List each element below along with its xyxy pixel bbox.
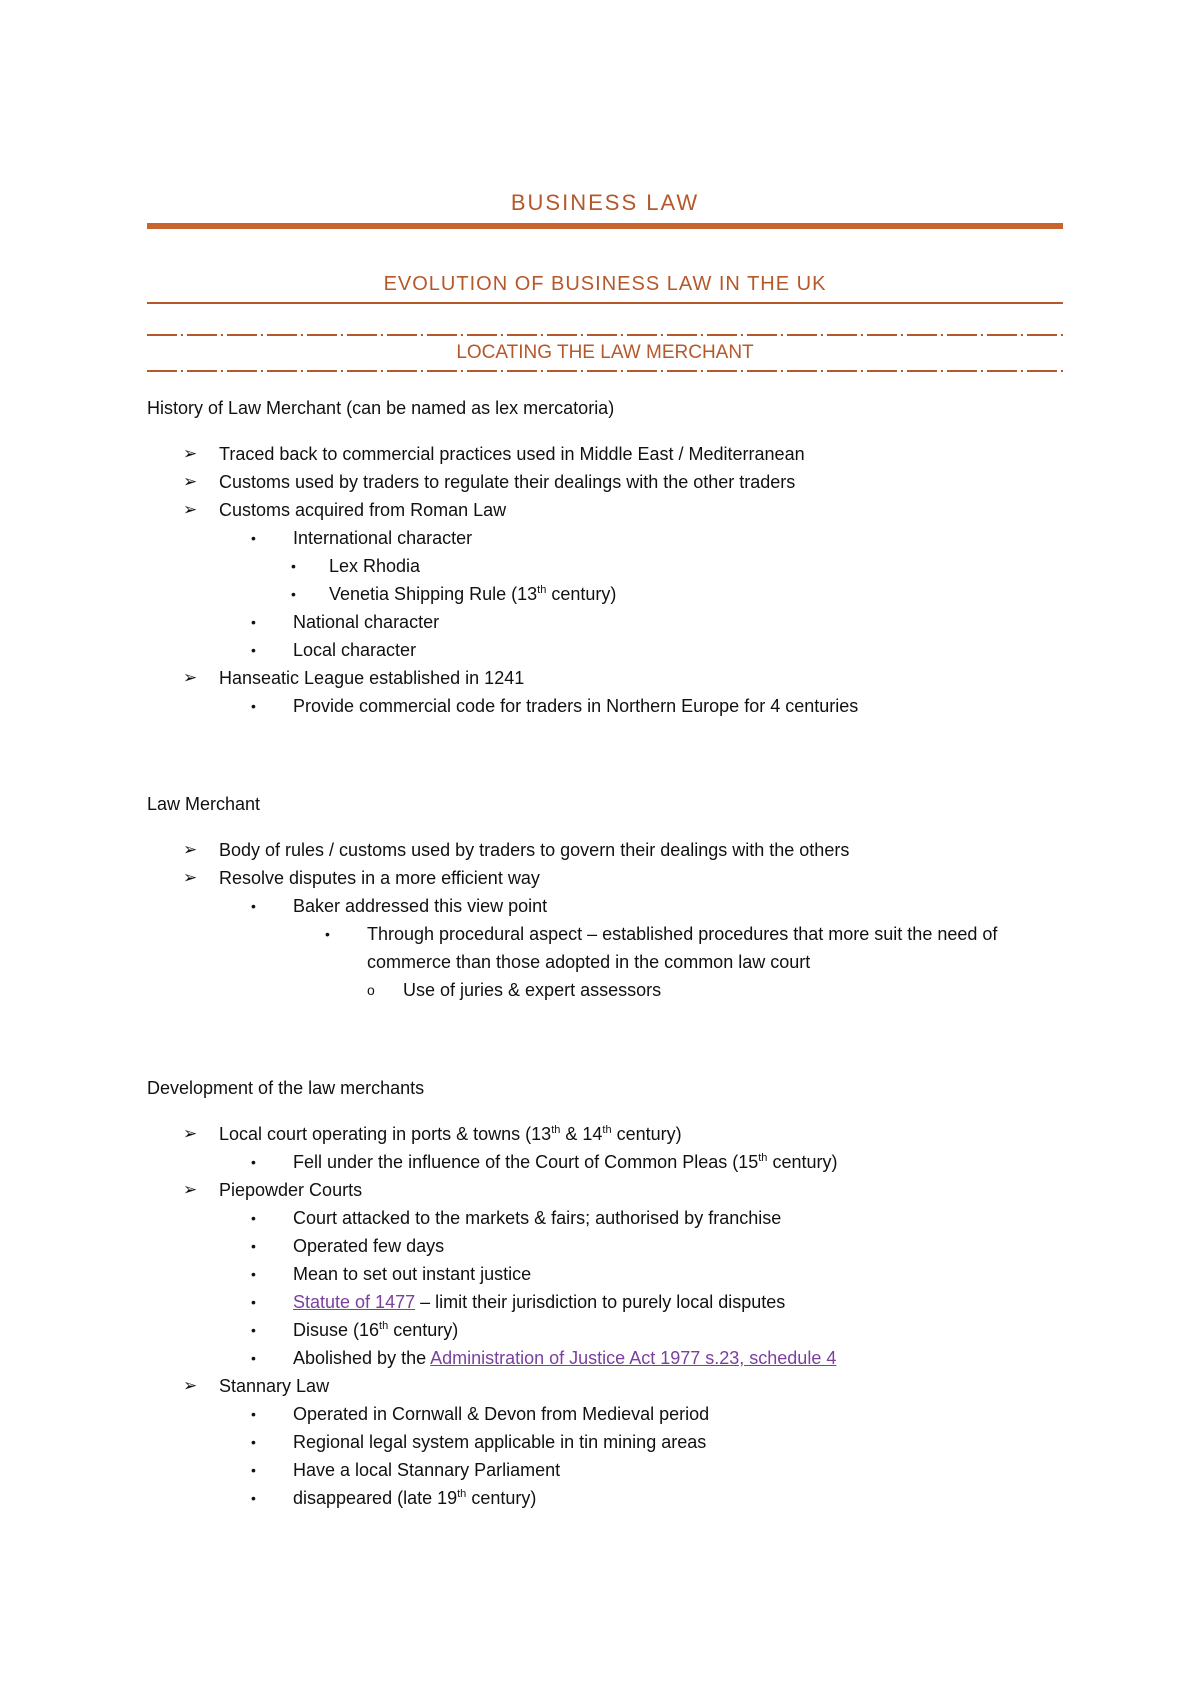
dot-bullet-icon: • xyxy=(251,1322,256,1338)
title-rule xyxy=(147,223,1063,229)
dot-bullet-icon: • xyxy=(251,1350,256,1366)
list-item-text: International character xyxy=(293,528,473,548)
list-item-text: Piepowder Courts xyxy=(219,1180,363,1200)
list-item xyxy=(147,1204,1067,1232)
subtitle-rule xyxy=(147,302,1063,304)
dot-bullet-icon: • xyxy=(251,1210,256,1226)
dot-bullet-icon: • xyxy=(251,1462,256,1478)
list-item-text: Abolished by the xyxy=(293,1348,431,1368)
list-item-text: Local character xyxy=(293,640,417,660)
list-item-text: Provide commercial code for traders in Northern Europe for 4 centuries xyxy=(293,696,859,716)
list-item xyxy=(147,524,1067,552)
dot-bullet-icon: • xyxy=(251,698,256,714)
list-item-text: Hanseatic League established in 1241 xyxy=(219,668,525,688)
list-item-text: Regional legal system applicable in tin mining areas xyxy=(293,1432,707,1452)
arrow-bullet-icon: ➢ xyxy=(183,840,198,859)
list-item xyxy=(147,1288,1067,1316)
list-item-text: Operated in Cornwall & Devon from Medieval period xyxy=(293,1404,710,1424)
dot-bullet-icon: • xyxy=(251,642,256,658)
arrow-bullet-icon: ➢ xyxy=(183,868,198,887)
list-item xyxy=(147,1120,1067,1148)
act-link[interactable]: Administration of Justice Act 1977 s.23, schedule 4 xyxy=(430,1348,837,1368)
document-subtitle: EVOLUTION OF BUSINESS LAW IN THE UK xyxy=(383,273,827,295)
dot-bullet-icon: • xyxy=(251,1238,256,1254)
document-body xyxy=(147,396,1067,1512)
list-item-text: disappeared (late 19th century) xyxy=(293,1488,537,1508)
list-item-text: Stannary Law xyxy=(219,1376,330,1396)
group-title: Law Merchant xyxy=(147,794,261,814)
list-item xyxy=(147,636,1067,664)
group-title: Development of the law merchants xyxy=(147,1078,425,1098)
list-item-text: Customs used by traders to regulate their dealings with the other traders xyxy=(219,472,796,492)
list-item xyxy=(147,440,1067,468)
arrow-bullet-icon: ➢ xyxy=(183,668,198,687)
dot-bullet-icon: • xyxy=(251,898,256,914)
dot-bullet-icon: • xyxy=(325,926,330,942)
list-item xyxy=(147,892,1067,920)
list-item-text: Mean to set out instant justice xyxy=(293,1264,532,1284)
dot-bullet-icon: • xyxy=(251,1154,256,1170)
list-item xyxy=(147,864,1067,892)
list-item xyxy=(147,1456,1067,1484)
section-spacer xyxy=(147,720,1067,792)
list-item-text: Disuse (16th century) xyxy=(293,1320,459,1340)
list-item-text: Court attacked to the markets & fairs; authorised by franchise xyxy=(293,1208,782,1228)
list-item xyxy=(147,692,1067,720)
arrow-bullet-icon: ➢ xyxy=(183,1376,198,1395)
list-item-text: Use of juries & expert assessors xyxy=(403,980,662,1000)
list-item-text: Fell under the influence of the Court of Common Pleas (15th century) xyxy=(293,1152,838,1172)
list-item xyxy=(147,1344,1067,1372)
list-item xyxy=(147,552,1067,580)
document-title: BUSINESS LAW xyxy=(510,190,700,215)
list-item xyxy=(147,976,1067,1004)
section-rule-bottom xyxy=(147,370,1063,372)
circle-bullet-icon: o xyxy=(367,982,375,998)
list-item-text: Have a local Stannary Parliament xyxy=(293,1460,561,1480)
dot-bullet-icon: • xyxy=(251,1434,256,1450)
list-item-text: Traced back to commercial practices used in Middle East / Mediterranean xyxy=(219,444,805,464)
list-item xyxy=(147,1232,1067,1260)
list-item-text: Operated few days xyxy=(293,1236,445,1256)
list-item xyxy=(147,664,1067,692)
list-item-text: Customs acquired from Roman Law xyxy=(219,500,507,520)
list-item-text: Through procedural aspect – established procedures that more suit the need of commerce than those adopted in the common law court xyxy=(367,924,998,972)
list-item-text: National character xyxy=(293,612,440,632)
section-heading: LOCATING THE LAW MERCHANT xyxy=(456,342,754,363)
list-item-text: Local court operating in ports & towns (13th & 14th century) xyxy=(219,1124,682,1144)
list-item-text: Lex Rhodia xyxy=(329,556,421,576)
statute-link[interactable]: Statute of 1477 xyxy=(293,1292,416,1312)
list-item xyxy=(147,1260,1067,1288)
arrow-bullet-icon: ➢ xyxy=(183,1180,198,1199)
arrow-bullet-icon: ➢ xyxy=(183,444,198,463)
dot-bullet-icon: • xyxy=(251,614,256,630)
list-item xyxy=(147,608,1067,636)
dot-bullet-icon: • xyxy=(251,1406,256,1422)
list-item xyxy=(147,1176,1067,1204)
list-item-text: – limit their jurisdiction to purely local disputes xyxy=(415,1292,786,1312)
list-item xyxy=(147,580,1067,608)
list-item-text: Venetia Shipping Rule (13th century) xyxy=(329,584,617,604)
section-spacer xyxy=(147,1004,1067,1076)
group-title: History of Law Merchant (can be named as lex mercatoria) xyxy=(147,398,615,418)
dot-bullet-icon: • xyxy=(291,586,296,602)
arrow-bullet-icon: ➢ xyxy=(183,472,198,491)
list-item xyxy=(147,1148,1067,1176)
arrow-bullet-icon: ➢ xyxy=(183,1124,198,1143)
list-item xyxy=(147,920,1067,976)
list-item xyxy=(147,1316,1067,1344)
list-item-text: Resolve disputes in a more efficient way xyxy=(219,868,540,888)
list-item-text: Body of rules / customs used by traders to govern their dealings with the others xyxy=(219,840,850,860)
list-item xyxy=(147,468,1067,496)
list-item xyxy=(147,836,1067,864)
dot-bullet-icon: • xyxy=(251,1294,256,1310)
list-item xyxy=(147,1428,1067,1456)
dot-bullet-icon: • xyxy=(251,530,256,546)
dot-bullet-icon: • xyxy=(251,1266,256,1282)
dot-bullet-icon: • xyxy=(251,1490,256,1506)
list-item xyxy=(147,1484,1067,1512)
list-item-text: Baker addressed this view point xyxy=(293,896,548,916)
list-item xyxy=(147,496,1067,524)
list-item xyxy=(147,1372,1067,1400)
section-rule-top xyxy=(147,334,1063,336)
dot-bullet-icon: • xyxy=(291,558,296,574)
list-item xyxy=(147,1400,1067,1428)
arrow-bullet-icon: ➢ xyxy=(183,500,198,519)
